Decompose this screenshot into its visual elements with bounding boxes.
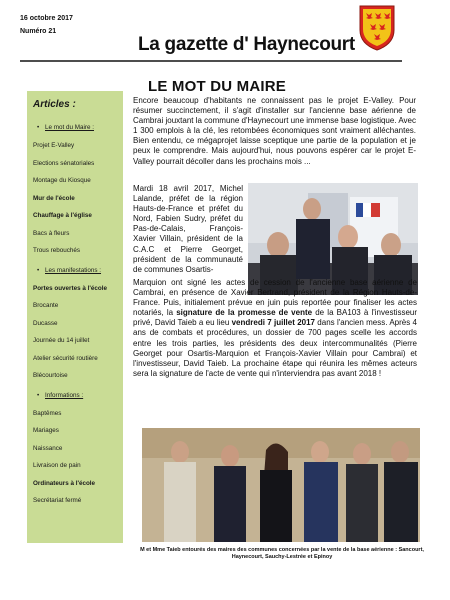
sidebar-item[interactable]: Bacs à fleurs — [33, 229, 70, 237]
coat-of-arms-icon — [358, 4, 396, 52]
sidebar-item[interactable]: Mur de l'école — [33, 194, 75, 202]
sidebar-item[interactable]: Ducasse — [33, 319, 58, 327]
photo-caption: M et Mme Taieb entourés des maires des communes concernées par la vente de la base aérienne : Sancourt, Haynecourt, Sauchy-Lestrée et Epinoy — [140, 547, 424, 560]
sidebar-item[interactable]: Livraison de pain — [33, 462, 81, 469]
issue-number: Numéro 21 — [20, 28, 57, 35]
group-photo — [142, 428, 420, 542]
issue-date: 16 octobre 2017 — [20, 15, 73, 22]
sidebar-item[interactable]: Mariages — [33, 427, 59, 434]
bullet-icon: • — [37, 124, 40, 131]
sidebar-item[interactable]: Trous rebouchés — [33, 247, 81, 254]
sidebar-section-heading[interactable]: • Le mot du Maire : — [37, 124, 94, 131]
header-divider — [20, 60, 402, 62]
sidebar-item[interactable]: Journée du 14 juillet — [33, 337, 90, 344]
sidebar-item[interactable]: Elections sénatoriales — [33, 159, 95, 167]
bullet-icon: • — [37, 391, 40, 399]
sidebar-item[interactable]: Chauffage à l'église — [33, 212, 92, 219]
article-paragraph: Marquion ont signé les actes de cession de l'ancienne base aérienne de Cambrai, en présence de Xavier Bertrand, président de la Région Hauts-de-France. Puis, initialement prévue en juin puis reportée pour finaliser les actes notariés, la signature de la promesse de vente de la BA103 à l'investisseur privé, David Taieb a eu lieu vendredi 7 juillet 2017 dans l'ancien mess. Après 4 ans de combats et procédures, un dossier de 700 pages scelle les accords entre les trois parties, les présidents des deux intercommunalités (Pierre Georget pour Osartis-Marquion et François-Xavier Villain pour Cambrai) et l'investisseur, David Taieb. La prochaine étape qui réunira les mêmes acteurs sera la signature de l'acte de vente qui n'interviendra pas avant 2018 ! — [133, 278, 418, 378]
sidebar-item[interactable]: Blécourtoise — [33, 372, 68, 379]
article-paragraph: Mardi 18 avril 2017, Michel Lalande, préfet de la région Hauts-de-France et préfet du Nord, Fabien Sudry, préfet du Pas-de-Calais, François-Xavier Villain, président de la C.A.C et Pierre Georget, président de la communauté de communes Osartis- — [133, 184, 243, 274]
sidebar-item[interactable]: Baptêmes — [33, 409, 62, 417]
sidebar-item[interactable]: Projet E-Valley — [33, 142, 75, 149]
sidebar-item[interactable]: Ordinateurs à l'école — [33, 479, 96, 487]
sidebar-item[interactable]: Secrétariat fermé — [33, 497, 82, 504]
sidebar-section-heading[interactable]: • Les manifestations : — [37, 266, 102, 274]
sidebar-item[interactable]: Montage du Kiosque — [33, 177, 91, 184]
sidebar-item[interactable]: Naissance — [33, 444, 63, 452]
sidebar-item[interactable]: Atelier sécurité routière — [33, 354, 98, 362]
sidebar-item[interactable]: Brocante — [33, 302, 59, 309]
articles-sidebar — [27, 91, 123, 543]
article-heading: LE MOT DU MAIRE — [148, 78, 286, 95]
sidebar-title: Articles : — [33, 99, 76, 110]
bullet-icon: • — [37, 266, 40, 274]
sidebar-item[interactable]: Portes ouvertes à l'école — [33, 284, 107, 292]
newsletter-title: La gazette d' Haynecourt — [138, 34, 355, 55]
sidebar-section-heading[interactable]: • Informations : — [37, 391, 84, 399]
article-intro: Encore beaucoup d'habitants ne connaissent pas le projet E-Valley. Pour résumer succinctement, il s'agit d'installer sur l'ancienne base aérienne de Cambrai jouxtant la commune d'Haynecourt une immense base logistique. Avec 1 300 emplois à la clé, les retombées économiques sont vraiment alléchantes. Bien entendu, ce mégaprojet laisse sceptique une partie de la population et je peux le comprendre. Mais aujourd'hui, nous pouvons espérer car le projet E-Valley pourrait décoller dans les prochains mois ... — [133, 96, 416, 166]
